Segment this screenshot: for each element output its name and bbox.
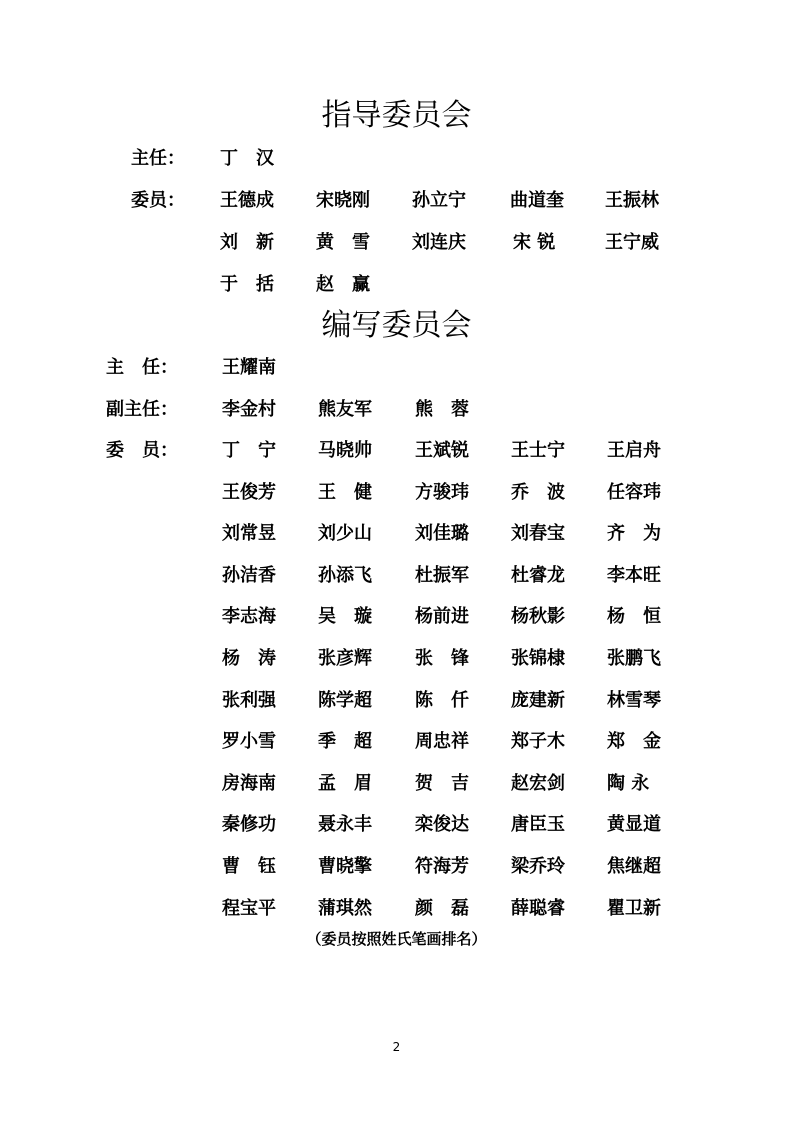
member-name: 薛聪睿 (511, 898, 565, 919)
member-name: 王宁威 (605, 232, 659, 253)
member-name: 丁 宁 (222, 440, 276, 461)
member-name: 刘连庆 (412, 232, 466, 253)
member-name: 孙添飞 (318, 565, 372, 586)
member-name: 贺 吉 (415, 773, 469, 794)
member-name: 焦继超 (607, 856, 661, 877)
member-name: 王 健 (318, 482, 372, 503)
member-name: 房海南 (222, 773, 276, 794)
member-name: 孙立宁 (412, 190, 466, 211)
member-name: 杨前进 (415, 606, 469, 627)
member-name: 张鹏飞 (607, 648, 661, 669)
page-number: 2 (392, 1040, 401, 1054)
member-name: 符海芳 (415, 856, 469, 877)
member-name: 赵宏剑 (511, 773, 565, 794)
member-name: 黄显道 (607, 814, 661, 835)
member-name: 李志海 (222, 606, 276, 627)
member-name: 吴 璇 (318, 606, 372, 627)
member-name: 瞿卫新 (607, 898, 661, 919)
member-name: 刘常昱 (222, 523, 276, 544)
member-name: 王德成 (220, 190, 274, 211)
member-name: 杨秋影 (511, 606, 565, 627)
deputy-name: 李金村 (222, 399, 276, 420)
editing-committee-title: 编写委员会 (321, 308, 472, 343)
member-name: 罗小雪 (222, 731, 276, 752)
member-name: 方骏玮 (415, 482, 469, 503)
ordering-note: （委员按照姓氏笔画排名） (306, 930, 487, 948)
member-name: 程宝平 (222, 898, 276, 919)
member-name: 郑子木 (511, 731, 565, 752)
member-name: 王士宁 (511, 440, 565, 461)
editing-members-label: 委 员： (106, 440, 178, 461)
member-name: 张锦棣 (511, 648, 565, 669)
member-name: 黄 雪 (316, 232, 370, 253)
member-name: 李本旺 (607, 565, 661, 586)
member-name: 任容玮 (607, 482, 661, 503)
member-name: 曹 钰 (222, 856, 276, 877)
member-name: 陈 仟 (415, 690, 469, 711)
member-name: 王振林 (605, 190, 659, 211)
member-name: 梁乔玲 (511, 856, 565, 877)
member-name: 聂永丰 (318, 814, 372, 835)
member-name: 王斌锐 (415, 440, 469, 461)
member-name: 郑 金 (607, 731, 661, 752)
member-name: 孙洁香 (222, 565, 276, 586)
member-name: 孟 眉 (318, 773, 372, 794)
member-name: 刘春宝 (511, 523, 565, 544)
deputy-name: 熊友军 (318, 399, 372, 420)
member-name: 颜 磊 (415, 898, 469, 919)
member-name: 周忠祥 (415, 731, 469, 752)
member-name: 秦修功 (222, 814, 276, 835)
member-name: 张利强 (222, 690, 276, 711)
guiding-director-label: 主任： (131, 148, 185, 169)
member-name: 栾俊达 (415, 814, 469, 835)
member-name: 刘 新 (220, 232, 274, 253)
member-name: 杨 恒 (607, 606, 661, 627)
member-name: 王启舟 (607, 440, 661, 461)
member-name: 曹晓擎 (318, 856, 372, 877)
member-name: 曲道奎 (510, 190, 564, 211)
member-name: 乔 波 (511, 482, 565, 503)
member-name: 陈学超 (318, 690, 372, 711)
member-name: 陶 永 (607, 773, 650, 794)
member-name: 宋晓刚 (316, 190, 370, 211)
member-name: 杜睿龙 (511, 565, 565, 586)
member-name: 庞建新 (511, 690, 565, 711)
member-name: 张 锋 (415, 648, 469, 669)
editing-director-name: 王耀南 (222, 357, 276, 378)
member-name: 张彦辉 (318, 648, 372, 669)
member-name: 赵 赢 (316, 274, 370, 295)
member-name: 马晓帅 (318, 440, 372, 461)
member-name: 刘少山 (318, 523, 372, 544)
member-name: 唐臣玉 (511, 814, 565, 835)
member-name: 杜振军 (415, 565, 469, 586)
member-name: 杨 涛 (222, 648, 276, 669)
guiding-members-label: 委员： (131, 190, 185, 211)
editing-deputy-label: 副主任： (106, 399, 178, 420)
member-name: 季 超 (318, 731, 372, 752)
member-name: 蒲琪然 (318, 898, 372, 919)
editing-director-label: 主 任： (106, 357, 178, 378)
guiding-director-name: 丁 汉 (220, 148, 274, 169)
member-name: 林雪琴 (607, 690, 661, 711)
guiding-committee-title: 指导委员会 (321, 98, 472, 133)
member-name: 王俊芳 (222, 482, 276, 503)
member-name: 齐 为 (607, 523, 661, 544)
deputy-name: 熊 蓉 (415, 399, 469, 420)
member-name: 宋 锐 (513, 232, 556, 253)
member-name: 刘佳璐 (415, 523, 469, 544)
member-name: 于 括 (220, 274, 274, 295)
